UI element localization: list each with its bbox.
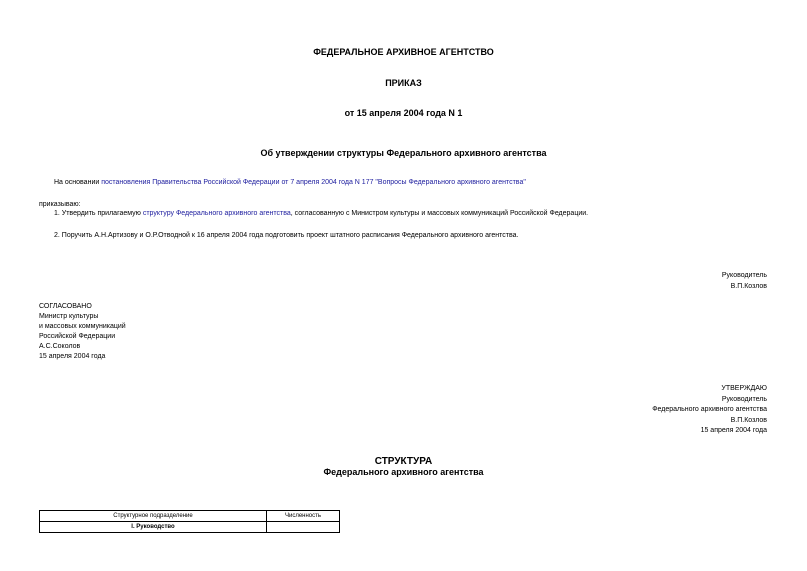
date-number: от 15 апреля 2004 года N 1 — [344, 108, 463, 118]
item1-suffix: , согласованную с Министром культуры и массовых коммуникаций Российской Федерации. — [290, 210, 589, 217]
signature-name: В.П.Козлов — [730, 283, 767, 290]
approved-line1: Руководитель — [721, 395, 767, 403]
col-unit-header: Структурное подразделение — [40, 511, 267, 522]
agreed-line2: и массовых коммуникаций — [39, 323, 126, 330]
structure-title: СТРУКТУРА — [374, 456, 433, 467]
col-count-header: Численность — [267, 511, 340, 522]
basis-paragraph — [54, 178, 526, 188]
agreed-name: А.С.Соколов — [39, 343, 81, 350]
approved-block — [652, 384, 767, 437]
item1-prefix: 1. Утвердить прилагаемую — [54, 210, 143, 217]
order-item-2: 2. Поручить А.Н.Артизову и О.Р.Отводной к 16 апреля 2004 года подготовить проект штатного расписания Федерального архивного агентства. — [54, 232, 519, 239]
agreed-block — [39, 302, 126, 362]
order-item-1 — [54, 209, 588, 219]
row-unit: I. Руководство — [40, 522, 267, 533]
agreed-line3: Российской Федерации — [39, 333, 116, 340]
row-count — [267, 522, 340, 533]
doc-type: ПРИКАЗ — [385, 78, 422, 88]
order-word: приказываю: — [39, 201, 81, 208]
agreed-date: 15 апреля 2004 года — [39, 353, 106, 360]
basis-prefix: На основании — [54, 179, 102, 186]
structure-table — [39, 510, 340, 533]
agency-title: ФЕДЕРАЛЬНОЕ АРХИВНОЕ АГЕНТСТВО — [313, 47, 494, 57]
approved-name: В.П.Козлов — [730, 416, 767, 424]
structure-link[interactable]: структуру Федерального архивного агентства — [142, 210, 291, 217]
table-row — [40, 522, 340, 533]
structure-subtitle: Федерального архивного агентства — [323, 467, 484, 477]
document-subject: Об утверждении структуры Федерального архивного агентства — [260, 148, 547, 158]
agreed-line1: Министр культуры — [39, 313, 99, 320]
table-header-row — [40, 511, 340, 522]
basis-link[interactable]: постановления Правительства Российской Федерации от 7 апреля 2004 года N 177 "Вопросы Федерального архивного агентства" — [101, 179, 526, 186]
signature-position: Руководитель — [721, 272, 767, 279]
approved-date: 15 апреля 2004 года — [700, 427, 767, 434]
approved-line2: Федерального архивного агентства — [652, 406, 767, 413]
approved-title: УТВЕРЖДАЮ — [721, 385, 767, 392]
agreed-title: СОГЛАСОВАНО — [39, 303, 92, 310]
